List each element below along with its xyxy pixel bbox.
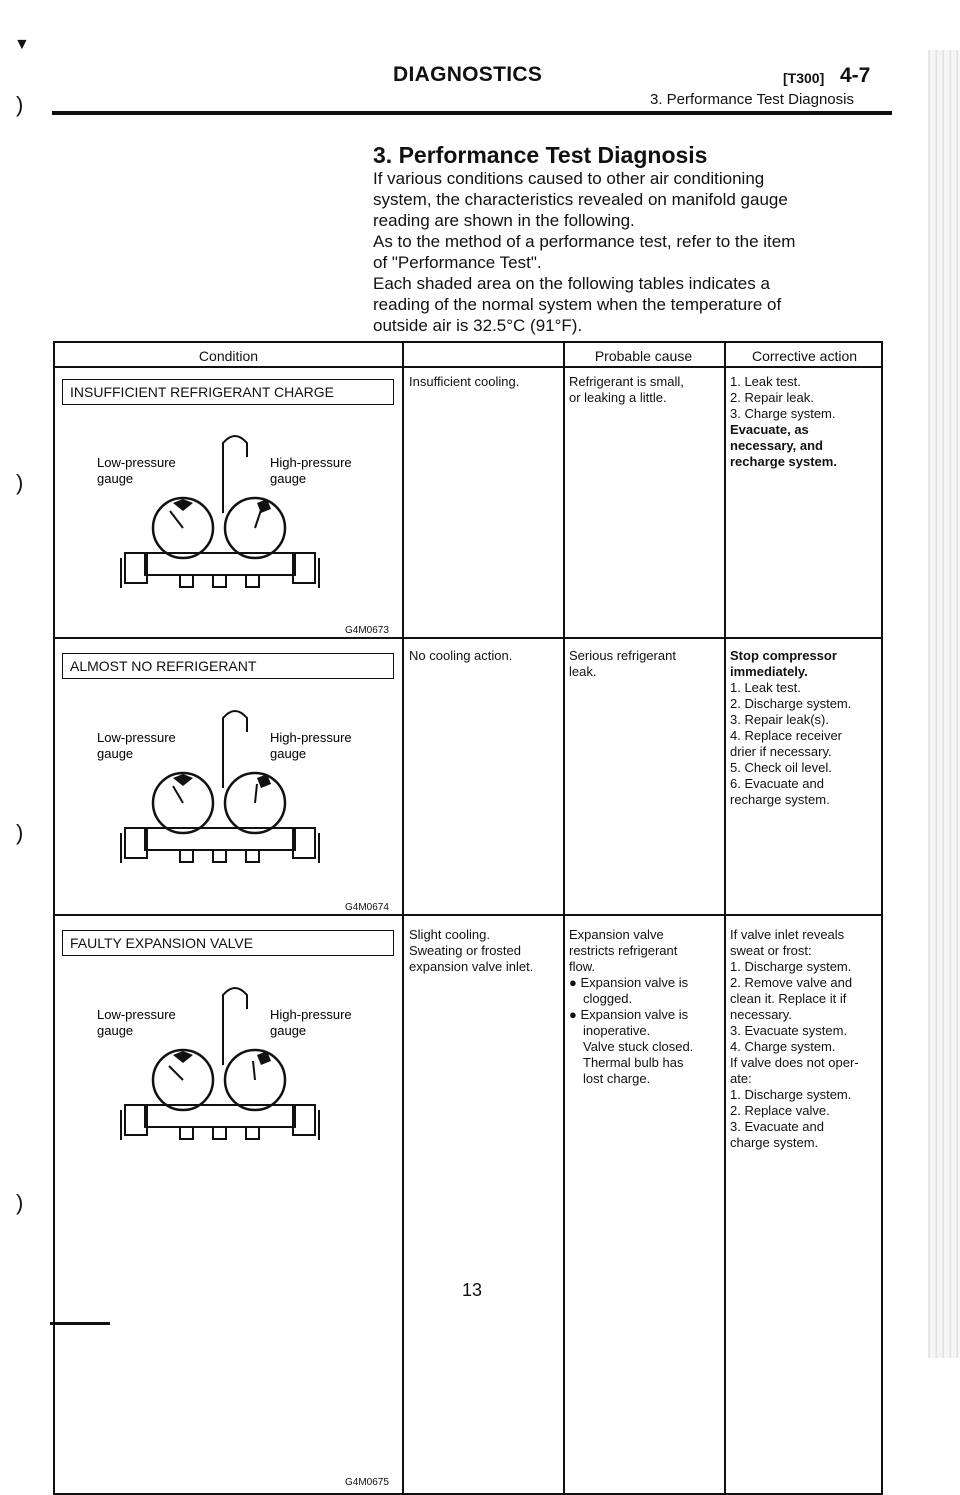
manifold-gauge-figure — [85, 975, 385, 1175]
section-title: 3. Performance Test Diagnosis — [373, 142, 708, 168]
corrective-action-cell: 1. Leak test. 2. Repair leak. 3. Charge system. Evacuate, as necessary, and recharge system. — [730, 374, 837, 469]
condition-label: INSUFFICIENT REFRIGERANT CHARGE — [62, 379, 394, 405]
row-divider — [55, 637, 881, 639]
col-divider — [724, 343, 726, 1493]
symptom-cell: Slight cooling. Sweating or frosted expansion valve inlet. — [409, 927, 534, 974]
intro-line: As to the method of a performance test, refer to the item — [373, 232, 796, 251]
manifold-gauge-figure — [85, 423, 385, 623]
gauge-label: gauge — [270, 746, 307, 761]
binding-stroke — [50, 1322, 110, 1325]
gauge-label: gauge — [97, 1023, 134, 1038]
gauge-label: gauge — [270, 1023, 307, 1038]
probable-cause-cell: Serious refrigerant leak. — [569, 648, 676, 679]
col-header-condition: Condition — [198, 348, 259, 364]
gauge-label: gauge — [97, 471, 134, 486]
intro-line: If various conditions caused to other air conditioning — [373, 169, 765, 188]
gauge-label: gauge — [97, 746, 134, 761]
corrective-action-cell: If valve inlet reveals sweat or frost: 1. Discharge system. 2. Remove valve and clean it. Replace it if necessary. 3. Evacuate system. 4. Charge system. If valve does not oper- ate: 1. Discharge system. 2. Replace valve. 3. Evacuate and charge system. — [730, 927, 859, 1150]
header-rule — [52, 111, 892, 115]
row-divider — [55, 914, 881, 916]
header-subtitle: 3. Performance Test Diagnosis — [650, 91, 854, 108]
symptom-cell: No cooling action. — [409, 648, 513, 663]
gauge-label: Low-pressure — [97, 1007, 176, 1022]
gauge-label: Low-pressure — [97, 730, 176, 745]
intro-line: reading of the normal system when the temperature of — [373, 295, 782, 314]
probable-cause-cell: Refrigerant is small, or leaking a little. — [569, 374, 684, 405]
gauge-label: High-pressure — [270, 1007, 352, 1022]
gauge-label: High-pressure — [270, 730, 352, 745]
header-divider — [55, 366, 881, 368]
symptom-cell: Insufficient cooling. — [409, 374, 520, 389]
corrective-action-cell: Stop compressor immediately. 1. Leak test. 2. Discharge system. 3. Repair leak(s). 4. Replace receiver drier if necessary. 5. Check oil level. 6. Evacuate and recharge system. — [730, 648, 852, 807]
header-page-number: 4-7 — [840, 64, 871, 87]
header-title: DIAGNOSTICS — [393, 63, 543, 86]
intro-line: system, the characteristics revealed on manifold gauge — [373, 190, 788, 209]
probable-cause-cell: Expansion valve restricts refrigerant flow. ● Expansion valve is clogged. ● Expansion valve is inoperative. Valve stuck closed. Thermal bulb has lost charge. — [569, 927, 694, 1086]
intro-text — [373, 168, 883, 336]
bullet-item: ● Expansion valve is — [569, 975, 689, 990]
figure-code: G4M0673 — [345, 625, 389, 636]
intro-line: outside air is 32.5°C (91°F). — [373, 316, 583, 335]
col-header-corrective-action: Corrective action — [751, 348, 858, 364]
intro-line: Each shaded area on the following tables indicates a — [373, 274, 770, 293]
binding-mark: ) — [16, 820, 24, 845]
col-divider — [563, 343, 565, 1493]
intro-line: reading are shown in the following. — [373, 211, 635, 230]
col-header-probable-cause: Probable cause — [594, 348, 693, 364]
page-number: 13 — [462, 1280, 483, 1300]
manifold-gauge-figure — [85, 698, 385, 898]
intro-line: of "Performance Test". — [373, 253, 542, 272]
col-divider — [402, 343, 404, 1493]
condition-label: FAULTY EXPANSION VALVE — [62, 930, 394, 956]
gauge-label: High-pressure — [270, 455, 352, 470]
bullet-item: ● Expansion valve is — [569, 1007, 689, 1022]
figure-code: G4M0675 — [345, 1477, 389, 1488]
diagnosis-table — [53, 341, 883, 1495]
scan-margin — [928, 50, 960, 1358]
binding-mark: ) — [16, 1190, 24, 1215]
corner-mark: ▼ — [14, 36, 30, 53]
binding-mark: ) — [16, 470, 24, 495]
header-code: [T300] — [783, 70, 825, 86]
gauge-label: Low-pressure — [97, 455, 176, 470]
figure-code: G4M0674 — [345, 902, 389, 913]
gauge-label: gauge — [270, 471, 307, 486]
binding-mark: ) — [16, 92, 24, 117]
condition-label: ALMOST NO REFRIGERANT — [62, 653, 394, 679]
